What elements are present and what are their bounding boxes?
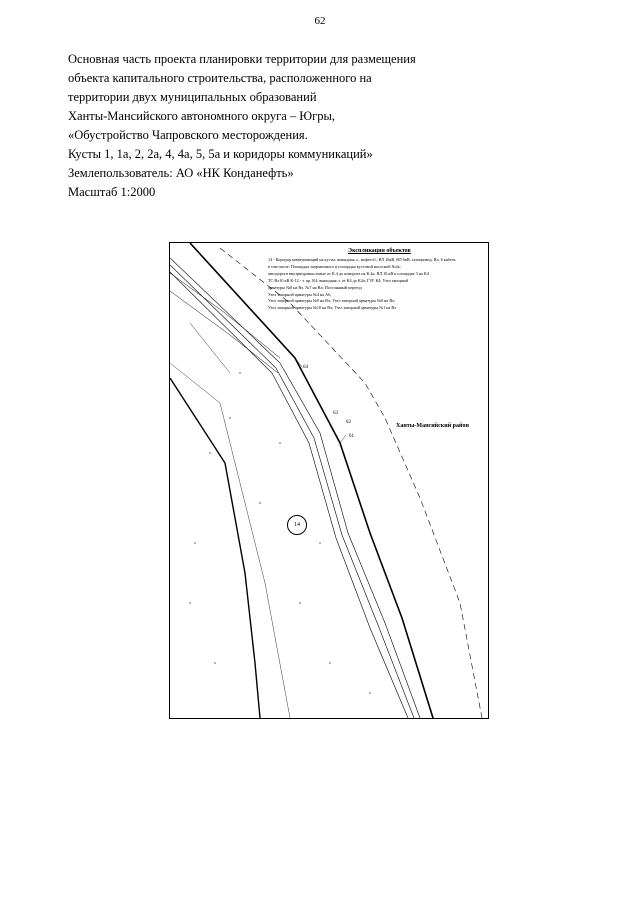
header-line: «Обустройство Чапровского месторождения.: [68, 128, 308, 142]
header-line: Ханты-Мансийского автономного округа – Югры,: [68, 109, 336, 123]
parcel-number-circle: 14: [287, 515, 307, 535]
legend-line: арматуры №8 на Вл. №7 на Вл; Постоянный переезд: [268, 284, 362, 290]
legend-line: Узел запорной арматуры №4 на Аб;: [268, 291, 332, 297]
header-line: Масштаб 1:2000: [68, 185, 156, 199]
legend-line: 14 - Коридор коммуникаций на кусты: выкидная л., нефтесб., ВЛ 10кВ, ВЛ 6кВ, газопровод, Вл, 6 кабель: [268, 257, 456, 262]
district-label: Ханты-Мансийский район: [396, 423, 469, 429]
legend-line: ТС Вл10 кВ К-12 - т. пр. К4; выкидная л. от К4 до К4а; ГЗУ К4; Узел запорной: [268, 277, 409, 283]
legend-title: Экспликация объектов: [348, 248, 411, 254]
legend-line: в том числе: Площадка заправочного и площадка кустовой насосной №4а;: [268, 263, 401, 269]
header-line: территории двух муниципальных образований: [68, 90, 317, 104]
header-line: Основная часть проекта планировки территории для размещения: [68, 52, 416, 66]
point-label-63: 63: [333, 411, 338, 416]
point-label-64: 64: [303, 365, 308, 370]
header-line: объекта капитального строительства, расположенного на: [68, 71, 372, 85]
point-label-61: 61: [349, 434, 354, 439]
point-label-62: 62: [346, 420, 351, 425]
legend-line: Узел запорной арматуры №9 на Вл; Узел запорной арматуры №8 на Вл;: [268, 298, 396, 304]
document-header: [68, 50, 548, 202]
legend-line: Узел запорной арматуры №10 на Вл; Узел запорной арматуры №1 на Вл: [268, 305, 397, 311]
header-line: Землепользователь: АО «НК Конданефть»: [68, 166, 294, 180]
legend-line: автодороги внутрипромысловые от К.4 до поворота на К.4а; ВЛ 10 кВ к площадке 3 на К4: [268, 270, 429, 276]
header-line: Кусты 1, 1а, 2, 2а, 4, 4а, 5, 5а и коридоры коммуникаций»: [68, 147, 373, 161]
legend: [268, 257, 483, 312]
page-number: 62: [314, 15, 326, 27]
planning-map: [169, 242, 489, 719]
map-drawing: [170, 243, 488, 718]
